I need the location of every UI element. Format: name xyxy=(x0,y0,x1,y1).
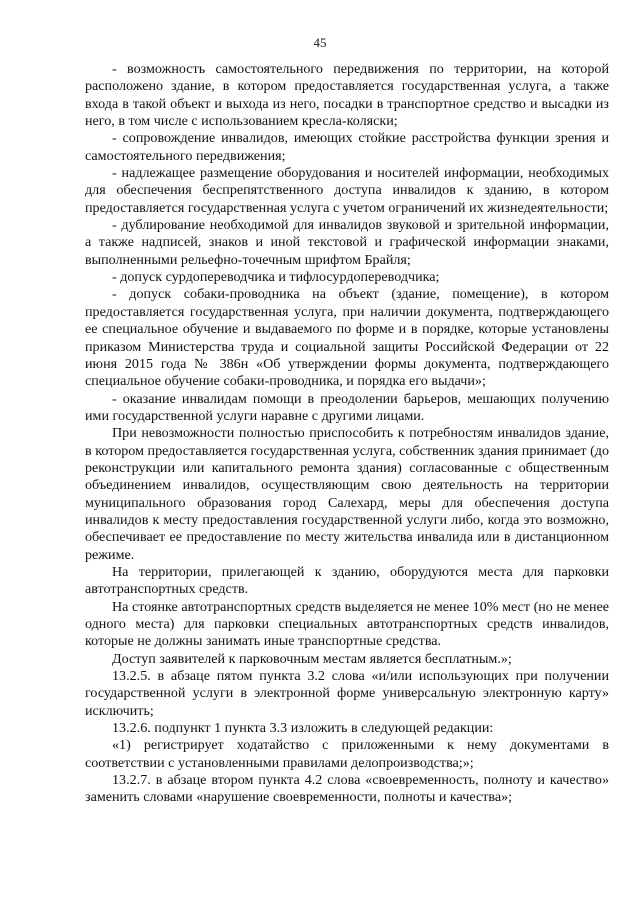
paragraph: - дублирование необходимой для инвалидов звуковой и зрительной информации, а также надписей, знаков и иной текстовой и графической информации знаками, выполненными рельефно-точечным шрифтом Брайля; xyxy=(85,217,609,268)
paragraph: На территории, прилегающей к зданию, оборудуются места для парковки автотранспортных средств. xyxy=(85,563,609,598)
paragraph: - сопровождение инвалидов, имеющих стойкие расстройства функции зрения и самостоятельного передвижения; xyxy=(85,130,609,164)
paragraph: - допуск собаки-проводника на объект (здание, помещение), в котором предоставляется государственная услуга, при наличии документа, подтверждающего ее специальное обучение и выдаваемого по форме и в порядке, которые установлены приказом Министерства труда и социальной защиты Российской Федерации от 22 июня 2015 года № 386н «Об утверждении формы документа, подтверждающего специальное обучение собаки-проводника, и порядка его выдачи»; xyxy=(85,286,609,390)
paragraph: «1) регистрирует ходатайство с приложенными к нему документами в соответствии с установленными правилами делопроизводства;»; xyxy=(85,737,609,771)
document-body xyxy=(85,61,609,807)
paragraph: - оказание инвалидам помощи в преодолении барьеров, мешающих получению ими государственной услуги наравне с другими лицами. xyxy=(85,390,609,424)
paragraph: 13.2.6. подпункт 1 пункта 3.3 изложить в следующей редакции: xyxy=(112,720,494,737)
paragraph: - допуск сурдопереводчика и тифлосурдопереводчика; xyxy=(112,269,440,286)
paragraph: Доступ заявителей к парковочным местам является бесплатным.»; xyxy=(112,650,512,667)
paragraph: - возможность самостоятельного передвижения по территории, на которой расположено здание, в котором предоставляется государственная услуга, а также входа в такой объект и выхода из него, посадки в транспортное средство и высадки из него, в том числе с использованием кресла-коляски; xyxy=(85,61,609,130)
paragraph: 13.2.7. в абзаце втором пункта 4.2 слова «своевременность, полноту и качество» заменить словами «нарушение своевременности, полноты и качества»; xyxy=(85,772,609,806)
paragraph: При невозможности полностью приспособить к потребностям инвалидов здание, в котором предоставляется государственная услуга, собственник здания принимает (до реконструкции или капитального ремонта здания) согласованные с общественным объединением инвалидов, осуществляющим свою деятельность на территории муниципального образования город Салехард, меры для обеспечения доступа инвалидов к месту предоставления государственной услуги либо, когда это возможно, обеспечивает ее предоставление по месту жительства инвалида или в дистанционном режиме. xyxy=(85,425,609,563)
paragraph: На стоянке автотранспортных средств выделяется не менее 10% мест (но не менее одного места) для парковки специальных автотранспортных средств инвалидов, которые не должны занимать иные транспортные средства. xyxy=(85,598,609,650)
page-number: 45 xyxy=(313,35,327,50)
paragraph: 13.2.5. в абзаце пятом пункта 3.2 слова «и/или использующих при получении государственной услуги в электронной форме универсальную электронную карту» исключить; xyxy=(85,668,609,719)
paragraph: - надлежащее размещение оборудования и носителей информации, необходимых для обеспечения беспрепятственного доступа инвалидов к зданию, в котором предоставляется государственная услуга с учетом ограничений их жизнедеятельности; xyxy=(85,165,609,216)
